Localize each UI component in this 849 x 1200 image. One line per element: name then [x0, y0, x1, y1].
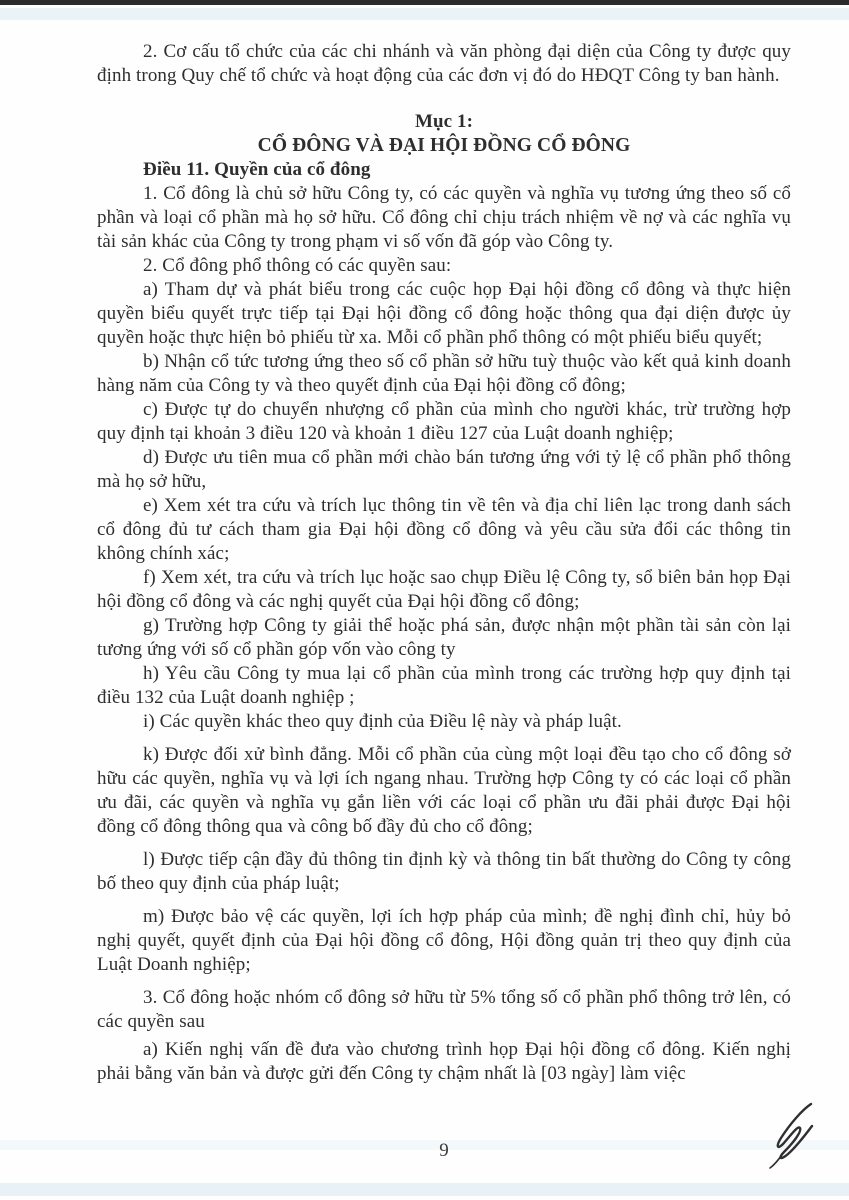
body-paragraph: b) Nhận cổ tức tương ứng theo số cổ phần sở hữu tuỳ thuộc vào kết quả kinh doanh hàng năm của Công ty và theo quyết định của Đại hội đồng cổ đông; — [97, 351, 791, 396]
body-paragraph: g) Trường hợp Công ty giải thể hoặc phá sản, được nhận một phần tài sản còn lại tương ứng với số cổ phần góp vốn vào công ty — [97, 615, 791, 660]
article-heading: Điều 11. Quyền của cổ đông — [143, 159, 371, 180]
body-paragraph: d) Được ưu tiên mua cổ phần mới chào bán tương ứng với tỷ lệ cổ phần phổ thông mà họ sở hữu, — [97, 447, 791, 492]
document-body — [97, 40, 791, 1086]
body-paragraph: m) Được bảo vệ các quyền, lợi ích hợp pháp của mình; đề nghị đình chỉ, hủy bỏ nghị quyết, quyết định của Đại hội đồng cổ đông, Hội đồng quản trị theo quy định của Luật Doanh nghiệp; — [97, 906, 791, 975]
section-title: CỔ ĐÔNG VÀ ĐẠI HỘI ĐỒNG CỔ ĐÔNG — [257, 135, 631, 156]
body-paragraph: l) Được tiếp cận đầy đủ thông tin định kỳ và thông tin bất thường do Công ty công bố theo quy định của pháp luật; — [97, 849, 791, 894]
page-number: 9 — [439, 1140, 449, 1161]
body-paragraph: a) Kiến nghị vấn đề đưa vào chương trình họp Đại hội đồng cổ đông. Kiến nghị phải bằng văn bản và được gửi đến Công ty chậm nhất là [03 ngày] làm việc — [97, 1039, 791, 1084]
scan-band-artifact — [0, 8, 849, 20]
section-kicker: Mục 1: — [414, 111, 474, 132]
body-paragraph: h) Yêu cầu Công ty mua lại cổ phần của mình trong các trường hợp quy định tại điều 132 của Luật doanh nghiệp ; — [97, 663, 791, 708]
body-paragraph: a) Tham dự và phát biểu trong các cuộc họp Đại hội đồng cổ đông và thực hiện quyền biểu quyết trực tiếp tại Đại hội đồng cổ đông hoặc thông qua đại diện được ủy quyền hoặc thực hiện bỏ phiếu từ xa. Mỗi cổ phần phổ thông có một phiếu biểu quyết; — [97, 279, 791, 348]
body-paragraph: 1. Cổ đông là chủ sở hữu Công ty, có các quyền và nghĩa vụ tương ứng theo số cổ phần và loại cổ phần mà họ sở hữu. Cổ đông chỉ chịu trách nhiệm về nợ và các nghĩa vụ tài sản khác của Công ty trong phạm vi số vốn đã góp vào Công ty. — [97, 183, 791, 252]
body-paragraph: i) Các quyền khác theo quy định của Điều lệ này và pháp luật. — [143, 711, 622, 732]
scan-edge-artifact — [0, 0, 849, 5]
body-paragraph: 3. Cổ đông hoặc nhóm cổ đông sở hữu từ 5% tổng số cổ phần phổ thông trở lên, có các quyền sau — [97, 987, 791, 1032]
scan-band-artifact — [0, 1183, 849, 1196]
body-paragraph: f) Xem xét, tra cứu và trích lục hoặc sao chụp Điều lệ Công ty, sổ biên bản họp Đại hội đồng cổ đông và các nghị quyết của Đại hội đồng cổ đông; — [97, 567, 791, 612]
body-paragraph: c) Được tự do chuyển nhượng cổ phần của mình cho người khác, trừ trường hợp quy định tại khoản 3 điều 120 và khoản 1 điều 127 của Luật doanh nghiệp; — [97, 399, 791, 444]
intro-paragraph: 2. Cơ cấu tổ chức của các chi nhánh và văn phòng đại diện của Công ty được quy định trong Quy chế tổ chức và hoạt động của các đơn vị đó do HĐQT Công ty ban hành. — [97, 41, 791, 86]
body-paragraph: k) Được đối xử bình đẳng. Mỗi cổ phần của cùng một loại đều tạo cho cổ đông sở hữu các quyền, nghĩa vụ và lợi ích ngang nhau. Trường hợp Công ty có các loại cổ phần ưu đãi, các quyền và nghĩa vụ gắn liền với các loại cổ phần ưu đãi phải được Đại hội đồng cổ đông thông qua và công bố đầy đủ cho cổ đông; — [97, 744, 791, 837]
signature-initials-icon — [760, 1098, 822, 1170]
body-paragraph: 2. Cổ đông phổ thông có các quyền sau: — [143, 255, 452, 276]
body-paragraph: e) Xem xét tra cứu và trích lục thông tin về tên và địa chỉ liên lạc trong danh sách cổ đông đủ tư cách tham gia Đại hội đồng cổ đông và yêu cầu sửa đổi các thông tin không chính xác; — [97, 495, 791, 564]
